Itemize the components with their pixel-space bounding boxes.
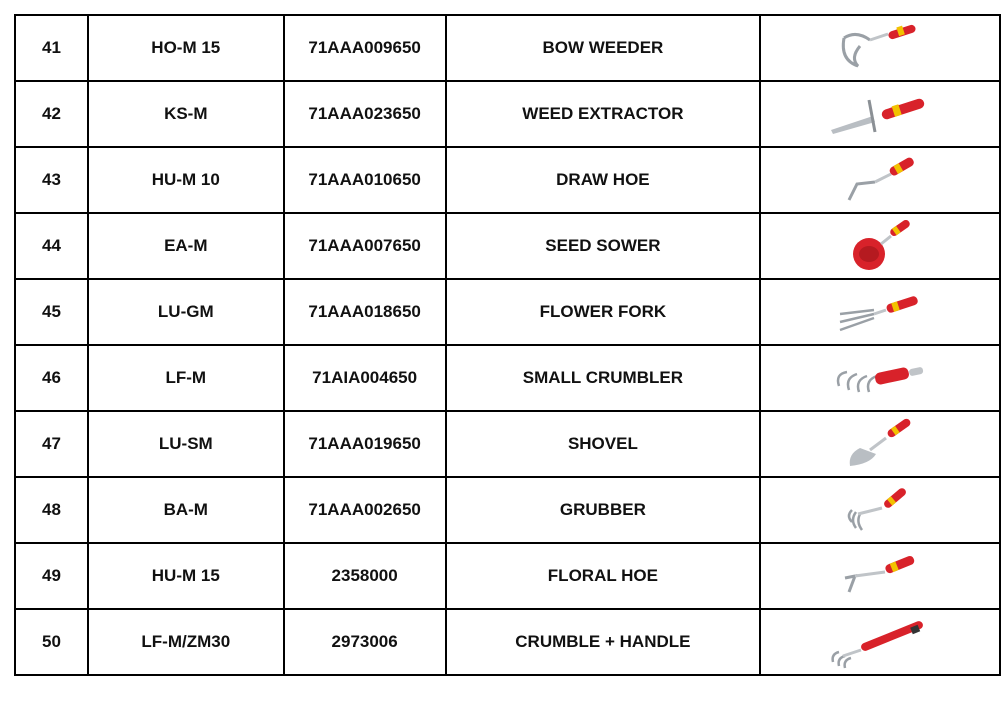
row-number: 47	[15, 411, 88, 477]
model-cell: HO-M 15	[88, 15, 284, 81]
product-name-cell: CRUMBLE + HANDLE	[446, 609, 761, 675]
product-table-body	[15, 15, 1000, 675]
row-number: 42	[15, 81, 88, 147]
product-image-cell	[760, 147, 1000, 213]
model-cell: EA-M	[88, 213, 284, 279]
row-number: 49	[15, 543, 88, 609]
model-cell: LF-M/ZM30	[88, 609, 284, 675]
article-code-cell: 2358000	[284, 543, 446, 609]
table-row	[15, 279, 1000, 345]
article-code-cell: 71AAA010650	[284, 147, 446, 213]
product-image-cell	[760, 15, 1000, 81]
seed-sower-icon	[845, 216, 915, 276]
article-code-cell: 71AIA004650	[284, 345, 446, 411]
model-cell: HU-M 10	[88, 147, 284, 213]
table-row	[15, 15, 1000, 81]
product-image-cell	[760, 609, 1000, 675]
table-row	[15, 543, 1000, 609]
row-number: 41	[15, 15, 88, 81]
table-row	[15, 81, 1000, 147]
row-number: 46	[15, 345, 88, 411]
model-cell: LU-GM	[88, 279, 284, 345]
floral-hoe-icon	[835, 548, 925, 604]
article-code-cell: 71AAA018650	[284, 279, 446, 345]
grubber-icon	[840, 480, 920, 540]
row-number: 44	[15, 213, 88, 279]
product-name-cell: SMALL CRUMBLER	[446, 345, 761, 411]
product-image-cell	[760, 543, 1000, 609]
flower-fork-icon	[830, 284, 930, 340]
product-image-cell	[760, 279, 1000, 345]
table-row	[15, 477, 1000, 543]
product-name-cell: BOW WEEDER	[446, 15, 761, 81]
shovel-icon	[840, 414, 920, 474]
model-cell: LF-M	[88, 345, 284, 411]
table-row	[15, 345, 1000, 411]
product-name-cell: FLORAL HOE	[446, 543, 761, 609]
row-number: 45	[15, 279, 88, 345]
product-name-cell: DRAW HOE	[446, 147, 761, 213]
product-name-cell: SHOVEL	[446, 411, 761, 477]
model-cell: BA-M	[88, 477, 284, 543]
article-code-cell: 71AAA019650	[284, 411, 446, 477]
article-code-cell: 71AAA002650	[284, 477, 446, 543]
table-row	[15, 609, 1000, 675]
product-name-cell: WEED EXTRACTOR	[446, 81, 761, 147]
product-image-cell	[760, 411, 1000, 477]
crumbler-with-handle-icon	[825, 612, 935, 672]
row-number: 48	[15, 477, 88, 543]
article-code-cell: 71AAA023650	[284, 81, 446, 147]
model-cell: KS-M	[88, 81, 284, 147]
draw-hoe-icon	[835, 152, 925, 208]
product-name-cell: GRUBBER	[446, 477, 761, 543]
table-row	[15, 147, 1000, 213]
product-image-cell	[760, 477, 1000, 543]
row-number: 43	[15, 147, 88, 213]
product-image-cell	[760, 345, 1000, 411]
product-table	[14, 14, 1001, 676]
article-code-cell: 2973006	[284, 609, 446, 675]
product-image-cell	[760, 81, 1000, 147]
model-cell: LU-SM	[88, 411, 284, 477]
product-image-cell	[760, 213, 1000, 279]
article-code-cell: 71AAA009650	[284, 15, 446, 81]
small-crumbler-icon	[825, 350, 935, 406]
product-name-cell: SEED SOWER	[446, 213, 761, 279]
model-cell: HU-M 15	[88, 543, 284, 609]
bow-weeder-icon	[830, 20, 930, 76]
table-row	[15, 213, 1000, 279]
row-number: 50	[15, 609, 88, 675]
weed-extractor-icon	[825, 86, 935, 142]
table-row	[15, 411, 1000, 477]
article-code-cell: 71AAA007650	[284, 213, 446, 279]
product-name-cell: FLOWER FORK	[446, 279, 761, 345]
